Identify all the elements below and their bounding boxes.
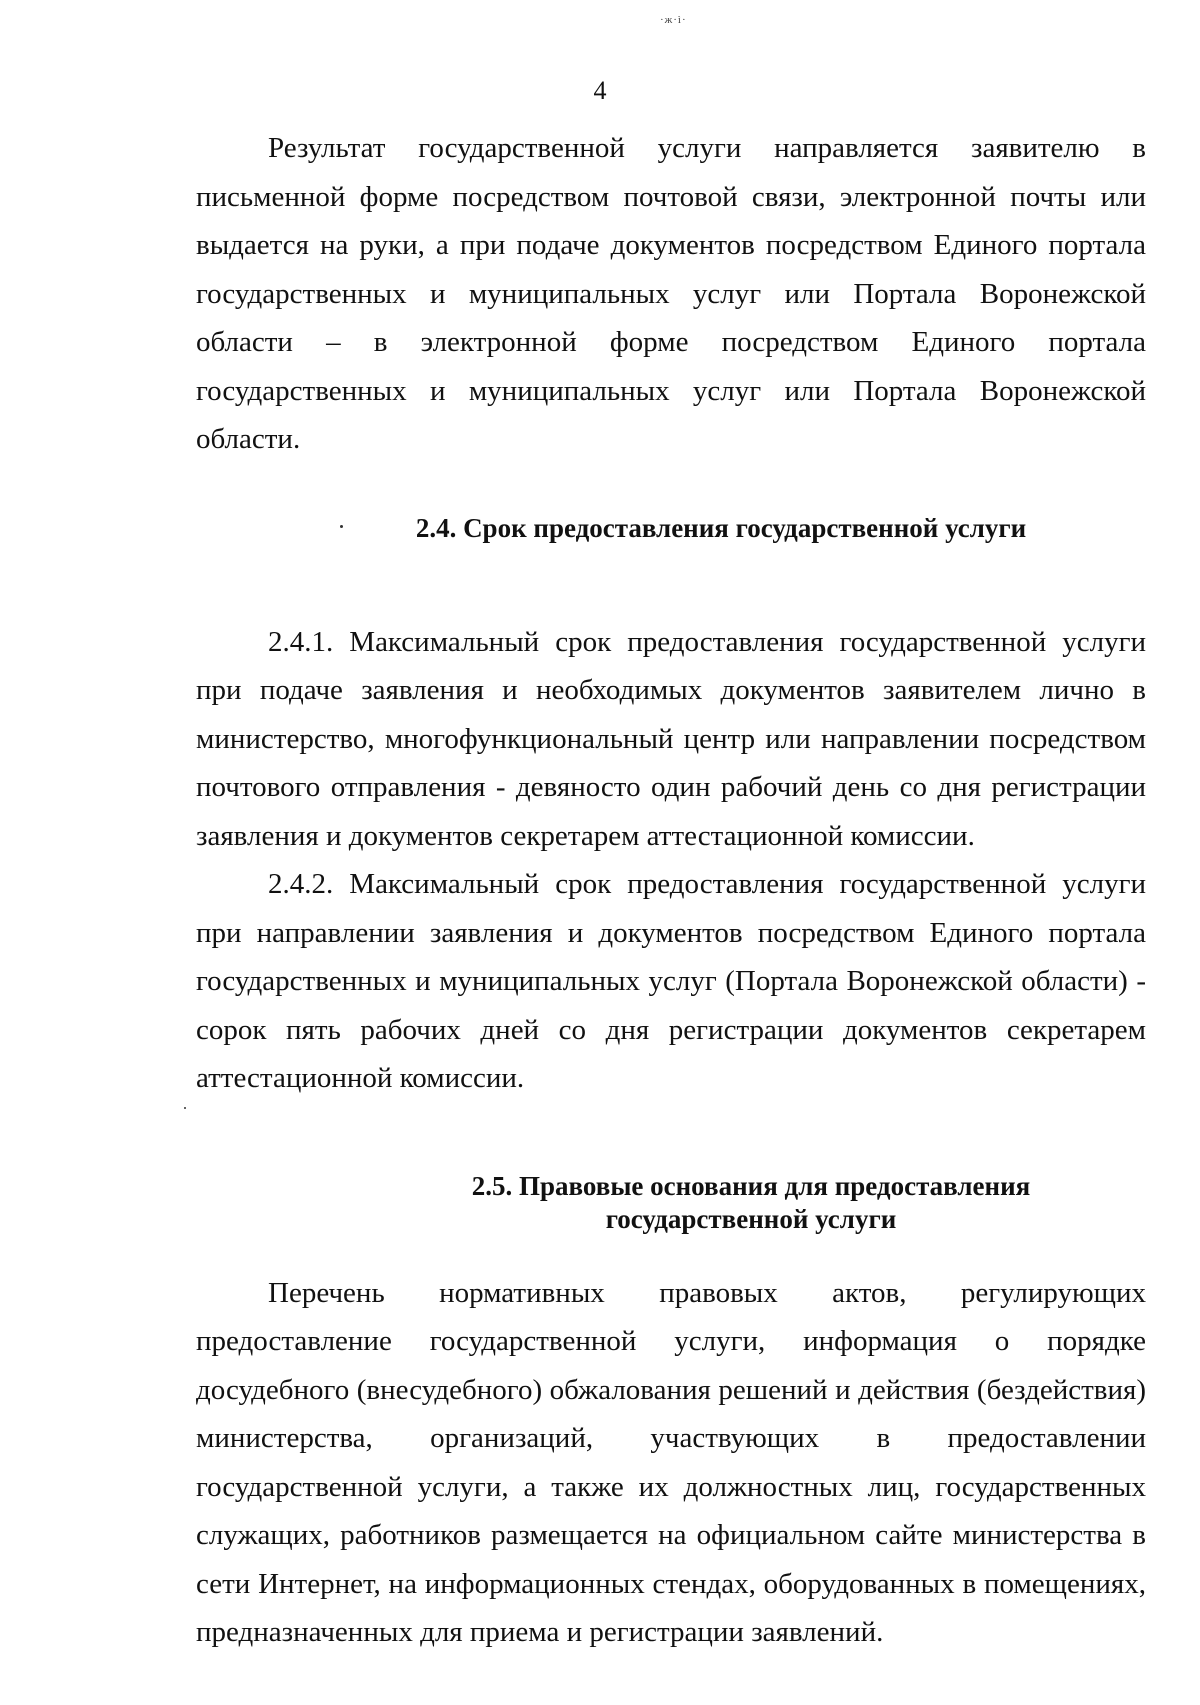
section-heading-2-5-line-2: государственной услуги xyxy=(605,1203,897,1234)
scan-speck xyxy=(340,525,343,528)
section-heading-2-5 xyxy=(196,1170,1146,1236)
scan-artifact-mark: ·ж·ì· xyxy=(660,14,687,26)
section-heading-2-4: 2.4. Срок предоставления государственной услуги xyxy=(415,512,1027,543)
section-heading-2-5-line-1: 2.5. Правовые основания для предоставления xyxy=(471,1170,1031,1201)
paragraph-2-4-1: 2.4.1. Максимальный срок предоставления государственной услуги при подаче заявления и необходимых документов заявителем лично в министерство, многофункциональный центр или направлении посредством почтового отправления - девяносто один рабочий день со дня регистрации заявления и документов секретарем аттестационной комиссии. xyxy=(196,625,1146,852)
document-body xyxy=(196,124,1146,1657)
spacer xyxy=(196,1236,1146,1269)
paragraph-2-4-2: 2.4.2. Максимальный срок предоставления государственной услуги при направлении заявления и документов посредством Единого портала государственных и муниципальных услуг (Портала Воронежской области) - сорок пять рабочих дней со дня регистрации документов секретарем аттестационной комиссии. xyxy=(196,868,1146,1094)
paragraph-2-5: Перечень нормативных правовых актов, регулирующих предоставление государственной услуги, информация о порядке досудебного (внесудебного) обжалования решений и действия (бездействия) министерства, организаций, участвующих в предоставлении государственной услуги, а также их должностных лиц, государственных служащих, работников размещается на официальном сайте министерства в сети Интернет, на информационных стендах, оборудованных в помещениях, предназначенных для приема и регистрации заявлений. xyxy=(196,1276,1146,1648)
spacer xyxy=(196,545,1146,618)
page-number: 4 xyxy=(593,76,607,105)
paragraph-result: Результат государственной услуги направляется заявителю в письменной форме посредством почтовой связи, электронной почты или выдается на руки, а при подаче документов посредством Единого портала государственных и муниципальных услуг или Портала Воронежской области – в электронной форме посредством Единого портала государственных и муниципальных услуг или Портала Воронежской области. xyxy=(196,132,1146,455)
scan-speck xyxy=(184,1107,186,1109)
